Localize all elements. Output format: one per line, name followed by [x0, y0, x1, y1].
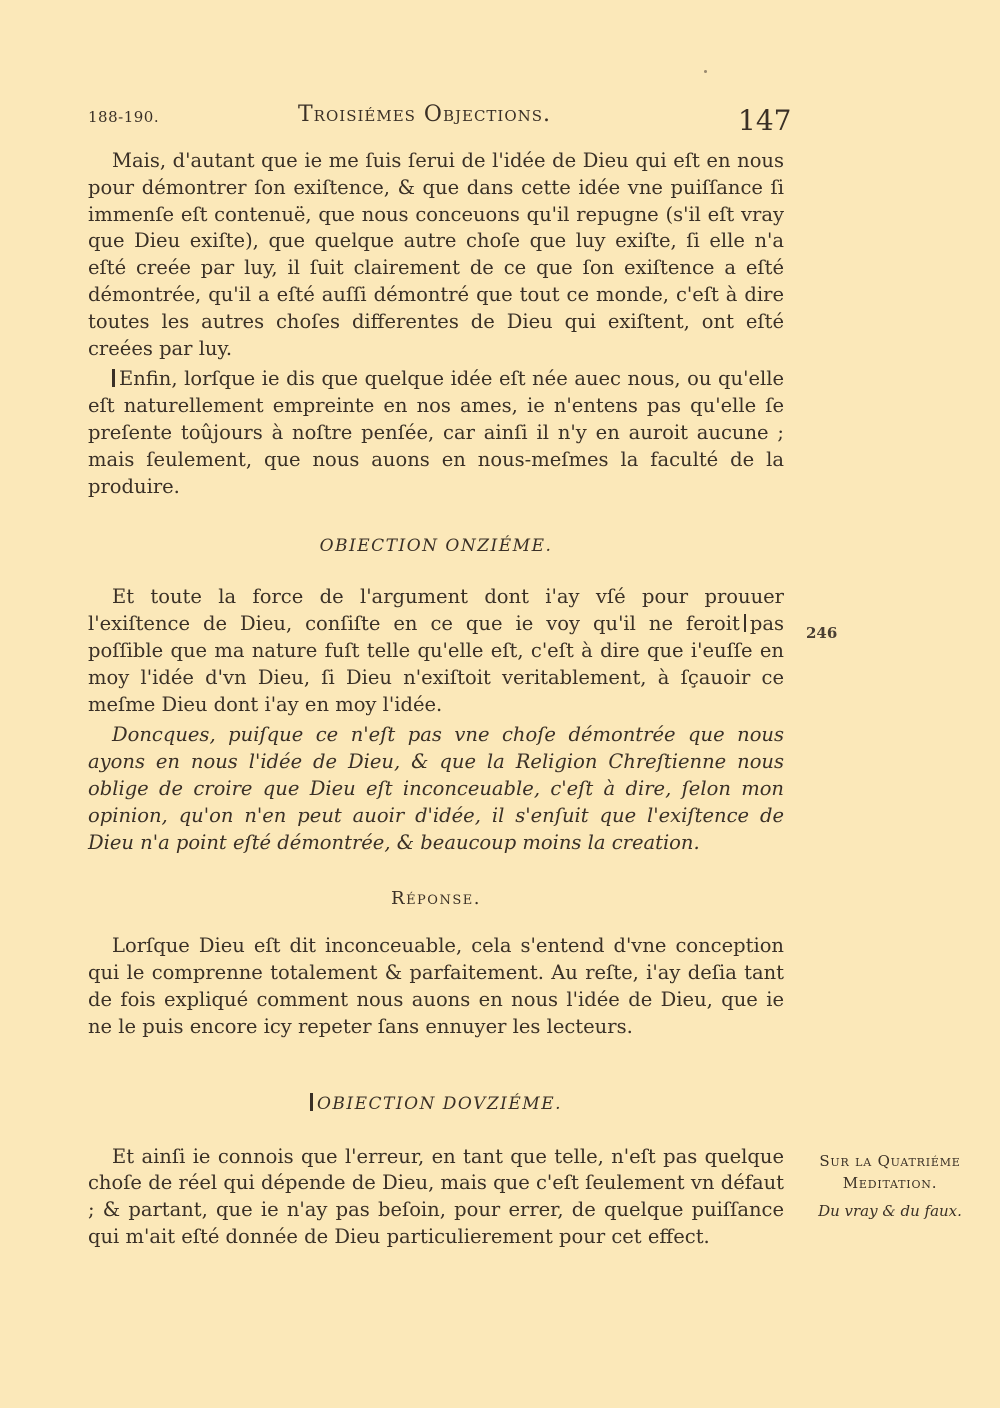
- paragraph-2: Enfin, lorſque ie dis que quelque idée eſt née auec nous, ou qu'elle eſt naturellement empreinte en nos ames, ie n'entens pas qu'elle ſe preſente toûjours à noſtre penſée, car ainſi il n'y en auroit aucune ; mais ſeulement, que nous auons en nous-meſmes la faculté de la produire.: [88, 367, 784, 498]
- heading-objection-douzieme: OBIECTION DOVZIÉME.: [88, 1093, 784, 1114]
- heading-reponse: Réponse.: [391, 888, 481, 910]
- section-mark: [112, 369, 115, 387]
- text-body: [88, 148, 784, 1251]
- paragraph-5: Lorſque Dieu eſt dit inconceuable, cela s'entend d'vne conception qui le comprenne totalement & parfaitement. Au reſte, i'ay deſia tant de fois expliqué comment nous auons en nous l'idée de Dieu, que ie ne le puis encore icy repeter ſans ennuyer les lecteurs.: [88, 934, 784, 1038]
- page-break-mark: [744, 614, 746, 632]
- margin-page-number: 246: [806, 624, 838, 642]
- section-mark-2: [310, 1093, 313, 1111]
- speck: [704, 70, 707, 73]
- side-note-line-2: Meditation.: [842, 1174, 938, 1192]
- side-note: [800, 1150, 980, 1222]
- heading-objection-onzieme: OBIECTION ONZIÉME.: [319, 536, 553, 557]
- header-range: 188-190.: [88, 108, 160, 126]
- paragraph-1: Mais, d'autant que ie me ſuis ſerui de l'idée de Dieu qui eſt en nous pour démontrer ſon exiſtence, & que dans cette idée vne puiſſance ſi immenſe eſt contenuë, que nous conceuons qu'il repugne (s'il eſt vray que Dieu exiſte), que quelque autre choſe que luy exiſte, ſi elle n'a eſté creée par luy, il ſuit clairement de ce que ſon exiſtence a eſté démontrée, qu'il a eſté auſſi démontré que tout ce monde, c'eſt à dire toutes les autres choſes differentes de Dieu qui exiſtent, ont eſté creées par luy.: [88, 149, 784, 360]
- paragraph-6: Et ainſi ie connois que l'erreur, en tant que telle, n'eſt pas quelque choſe de réel qui dépende de Dieu, mais que c'eſt ſeulement vn défaut ; & partant, que ie n'ay pas beſoin, pour errer, de quelque puiſſance qui m'ait eſté donnée de Dieu particulierement pour cet effect.: [88, 1144, 784, 1248]
- side-note-line-3: Du vray & du faux.: [818, 1202, 962, 1220]
- running-header: [88, 100, 792, 140]
- paragraph-3: Et toute la force de l'argument dont i'ay vſé pour prouuer l'exiſtence de Dieu, conſiſte en ce que ie voy qu'il ne feroit pas poſſible que ma nature fuſt telle qu'elle eſt, c'eſt à dire que i'euſſe en moy l'idée d'vn Dieu, ſi Dieu n'exiſtoit veritablement, à ſçauoir ce meſme Dieu dont i'ay en moy l'idée.: [88, 585, 784, 716]
- header-title: Troisiémes Objections.: [298, 102, 552, 127]
- page-number: 147: [738, 104, 792, 137]
- paragraph-4: Doncques, puiſque ce n'eſt pas vne choſe démontrée que nous ayons en nous l'idée de Dieu, & que la Religion Chreſtienne nous oblige de croire que Dieu eſt inconceuable, c'eſt à dire, ſelon mon opinion, qu'on n'en peut auoir d'idée, il s'enſuit que l'exiſtence de Dieu n'a point eſté démontrée, & beaucoup moins la creation.: [88, 723, 784, 854]
- side-note-line-1: Sur la Quatriéme: [819, 1152, 961, 1170]
